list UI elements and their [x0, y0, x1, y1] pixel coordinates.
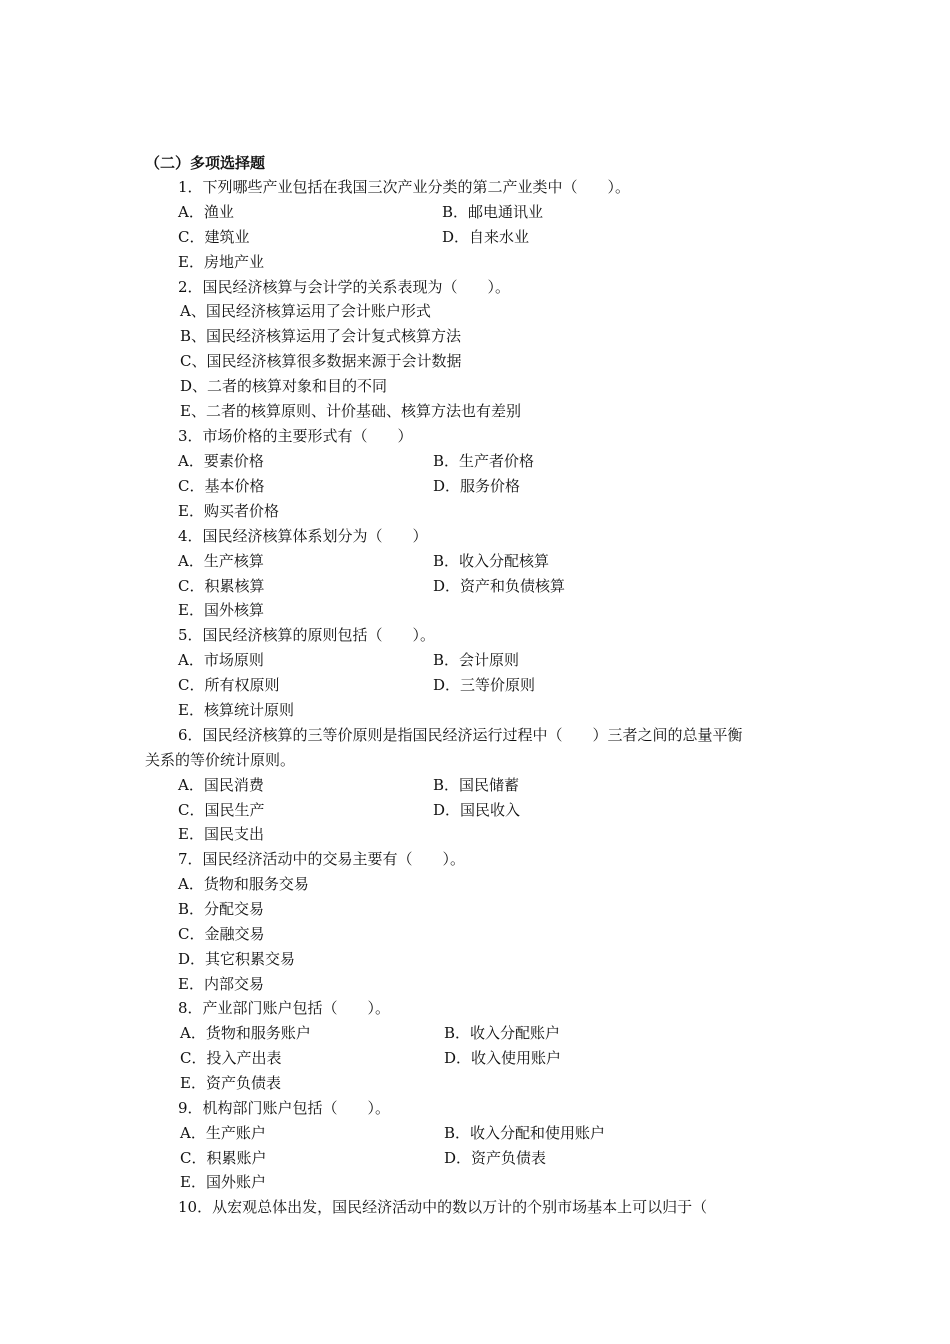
q8-option-c: C．投入产出表: [180, 1049, 282, 1067]
q2-option-e: E、二者的核算原则、计价基础、核算方法也有差别: [180, 402, 521, 420]
q1-option-c: C．建筑业: [178, 228, 250, 246]
q3-option-b: B．生产者价格: [433, 452, 535, 470]
question-8-stem: 8．产业部门账户包括（ ）。: [178, 999, 391, 1017]
q8-option-d: D．收入使用账户: [444, 1049, 562, 1067]
question-4-stem: 4．国民经济核算体系划分为（ ）: [178, 527, 428, 545]
q1-option-e: E．房地产业: [178, 253, 264, 271]
q6-option-d: D．国民收入: [433, 801, 521, 819]
q8-option-e: E．资产负债表: [180, 1074, 281, 1092]
q4-option-a: A．生产核算: [178, 552, 264, 570]
q1-option-a: A．渔业: [178, 203, 234, 221]
q1-option-d: D．自来水业: [442, 228, 530, 246]
question-5-stem: 5．国民经济核算的原则包括（ ）。: [178, 626, 436, 644]
q5-option-a: A．市场原则: [178, 651, 264, 669]
section-title: （二）多项选择题: [145, 154, 266, 172]
q6-option-e: E．国民支出: [178, 825, 264, 843]
q7-option-e: E．内部交易: [178, 975, 264, 993]
q7-option-d: D．其它积累交易: [178, 950, 296, 968]
q9-option-b: B．收入分配和使用账户: [444, 1124, 606, 1142]
q3-option-a: A．要素价格: [178, 452, 264, 470]
q8-option-b: B．收入分配账户: [444, 1024, 561, 1042]
question-6-stem: 6．国民经济核算的三等价原则是指国民经济运行过程中（ ）三者之间的总量平衡: [178, 726, 743, 744]
q2-option-a: A、国民经济核算运用了会计账户形式: [180, 302, 431, 320]
q6-option-a: A．国民消费: [178, 776, 264, 794]
q7-option-a: A．货物和服务交易: [178, 875, 309, 893]
q9-option-e: E．国外账户: [180, 1173, 266, 1191]
q5-option-c: C．所有权原则: [178, 676, 280, 694]
q4-option-b: B．收入分配核算: [433, 552, 550, 570]
q2-option-c: C、国民经济核算很多数据来源于会计数据: [180, 352, 462, 370]
q9-option-c: C．积累账户: [180, 1149, 267, 1167]
q2-option-b: B、国民经济核算运用了会计复式核算方法: [180, 327, 462, 345]
question-7-stem: 7．国民经济活动中的交易主要有（ ）。: [178, 850, 466, 868]
question-6-stem-continued: 关系的等价统计原则。: [145, 751, 296, 769]
question-2-stem: 2．国民经济核算与会计学的关系表现为（ ）。: [178, 278, 511, 296]
q4-option-c: C．积累核算: [178, 577, 265, 595]
q5-option-d: D．三等价原则: [433, 676, 536, 694]
q6-option-c: C．国民生产: [178, 801, 265, 819]
q7-option-b: B．分配交易: [178, 900, 265, 918]
q9-option-d: D．资产负债表: [444, 1149, 547, 1167]
q8-option-a: A．货物和服务账户: [180, 1024, 311, 1042]
q3-option-d: D．服务价格: [433, 477, 521, 495]
q3-option-e: E．购买者价格: [178, 502, 279, 520]
q5-option-e: E．核算统计原则: [178, 701, 294, 719]
q5-option-b: B．会计原则: [433, 651, 520, 669]
q4-option-d: D．资产和负债核算: [433, 577, 566, 595]
q2-option-d: D、二者的核算对象和目的不同: [180, 377, 388, 395]
question-1-stem: 1．下列哪些产业包括在我国三次产业分类的第二产业类中（ ）。: [178, 178, 631, 196]
q4-option-e: E．国外核算: [178, 601, 264, 619]
q6-option-b: B．国民储蓄: [433, 776, 520, 794]
question-3-stem: 3．市场价格的主要形式有（ ）: [178, 427, 413, 445]
question-10-stem: 10．从宏观总体出发，国民经济活动中的数以万计的个别市场基本上可以归于（: [178, 1198, 708, 1216]
q3-option-c: C．基本价格: [178, 477, 265, 495]
question-9-stem: 9．机构部门账户包括（ ）。: [178, 1099, 391, 1117]
q1-option-b: B．邮电通讯业: [442, 203, 544, 221]
q9-option-a: A．生产账户: [180, 1124, 266, 1142]
q7-option-c: C．金融交易: [178, 925, 265, 943]
